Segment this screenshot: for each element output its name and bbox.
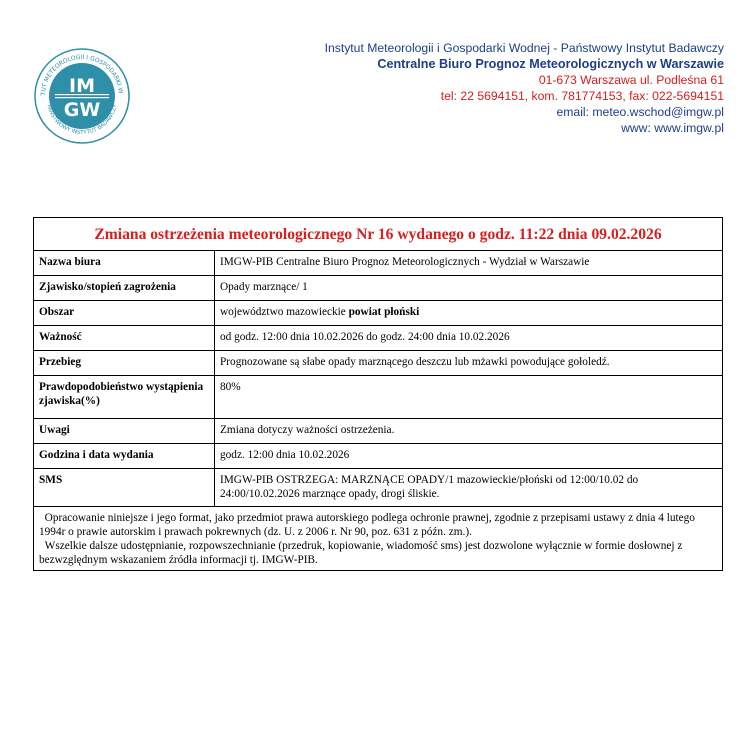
imgw-logo — [33, 47, 131, 145]
row-value: Prognozowane są słabe opady marznącego deszczu lub mżawki powodujące gołoledź. — [215, 351, 723, 376]
warning-table — [33, 217, 723, 571]
www-link[interactable]: www: www.imgw.pl — [621, 121, 724, 135]
table-row — [34, 301, 723, 326]
warning-title: Zmiana ostrzeżenia meteorologicznego Nr 16 wydanego o godz. 11:22 dnia 09.02.2026 — [34, 218, 723, 251]
row-label: Obszar — [34, 301, 215, 326]
table-row — [34, 351, 723, 376]
table-row — [34, 251, 723, 276]
table-row — [34, 276, 723, 301]
dept-name: Centralne Biuro Prognoz Meteorologicznych w Warszawie — [377, 57, 724, 71]
area-region: województwo mazowieckie — [220, 306, 349, 318]
row-value: IMGW-PIB Centralne Biuro Prognoz Meteorologicznych - Wydział w Warszawie — [215, 251, 723, 276]
row-label: Przebieg — [34, 351, 215, 376]
logo-ring-bottom: PAŃSTWOWY INSTYTUT BADAWCZY — [45, 103, 119, 137]
area-county: powiat płoński — [348, 306, 420, 318]
row-value — [215, 301, 723, 326]
table-row — [34, 419, 723, 444]
address: 01-673 Warszawa ul. Podleśna 61 — [538, 73, 724, 87]
row-label: Godzina i data wydania — [34, 444, 215, 469]
redistribution-paragraph: Wszelkie dalsze udostępnianie, rozpowszechnianie (przedruk, kopiowanie, wiadomość sms) jest dozwolone wyłącznie w formie dosłownej z bezwzględnym wskazaniem źródła informacji tj. IMGW-PIB. — [39, 540, 683, 566]
row-label: SMS — [34, 469, 215, 507]
row-label: Ważność — [34, 326, 215, 351]
row-value: 80% — [215, 376, 723, 419]
row-value: Opady marznące/ 1 — [215, 276, 723, 301]
phone: tel: 22 5694151, kom. 781774153, fax: 022-5694151 — [440, 89, 724, 103]
row-value: IMGW-PIB OSTRZEGA: MARZNĄCE OPADY/1 mazowieckie/płoński od 12:00/10.02 do 24:00/10.02.2026 marznące opady, drogi śliskie. — [215, 469, 723, 507]
row-value: godz. 12:00 dnia 10.02.2026 — [215, 444, 723, 469]
table-row — [34, 469, 723, 507]
email-link[interactable]: email: meteo.wschod@imgw.pl — [556, 105, 724, 119]
copyright-paragraph: Opracowanie niniejsze i jego format, jako przedmiot prawa autorskiego podlega ochronie prawnej, zgodnie z przepisami ustawy z dnia 4 lutego 1994r o prawie autorskim i prawach pokrewnych (dz. U. z 2006 r. Nr 90, poz. 631 z późn. zm.). — [39, 512, 695, 538]
org-name: Instytut Meteorologii i Gospodarki Wodnej - Państwowy Instytut Badawczy — [324, 41, 724, 55]
row-value: Zmiana dotyczy ważności ostrzeżenia. — [215, 419, 723, 444]
row-label: Uwagi — [34, 419, 215, 444]
table-row — [34, 376, 723, 419]
row-label: Zjawisko/stopień zagrożenia — [34, 276, 215, 301]
row-label: Prawdopodobieństwo wystąpienia zjawiska(%) — [34, 376, 215, 419]
logo-ring-top: TUT METEOROLOGII I GOSPODARKI W — [39, 53, 124, 96]
row-label: Nazwa biura — [34, 251, 215, 276]
copyright-notice — [34, 507, 723, 571]
logo-mark-bottom: GW — [63, 99, 101, 121]
logo-mark-top: IM — [69, 75, 95, 97]
table-row — [34, 444, 723, 469]
row-value: od godz. 12:00 dnia 10.02.2026 do godz. 24:00 dnia 10.02.2026 — [215, 326, 723, 351]
institution-header — [325, 40, 724, 136]
table-row — [34, 326, 723, 351]
